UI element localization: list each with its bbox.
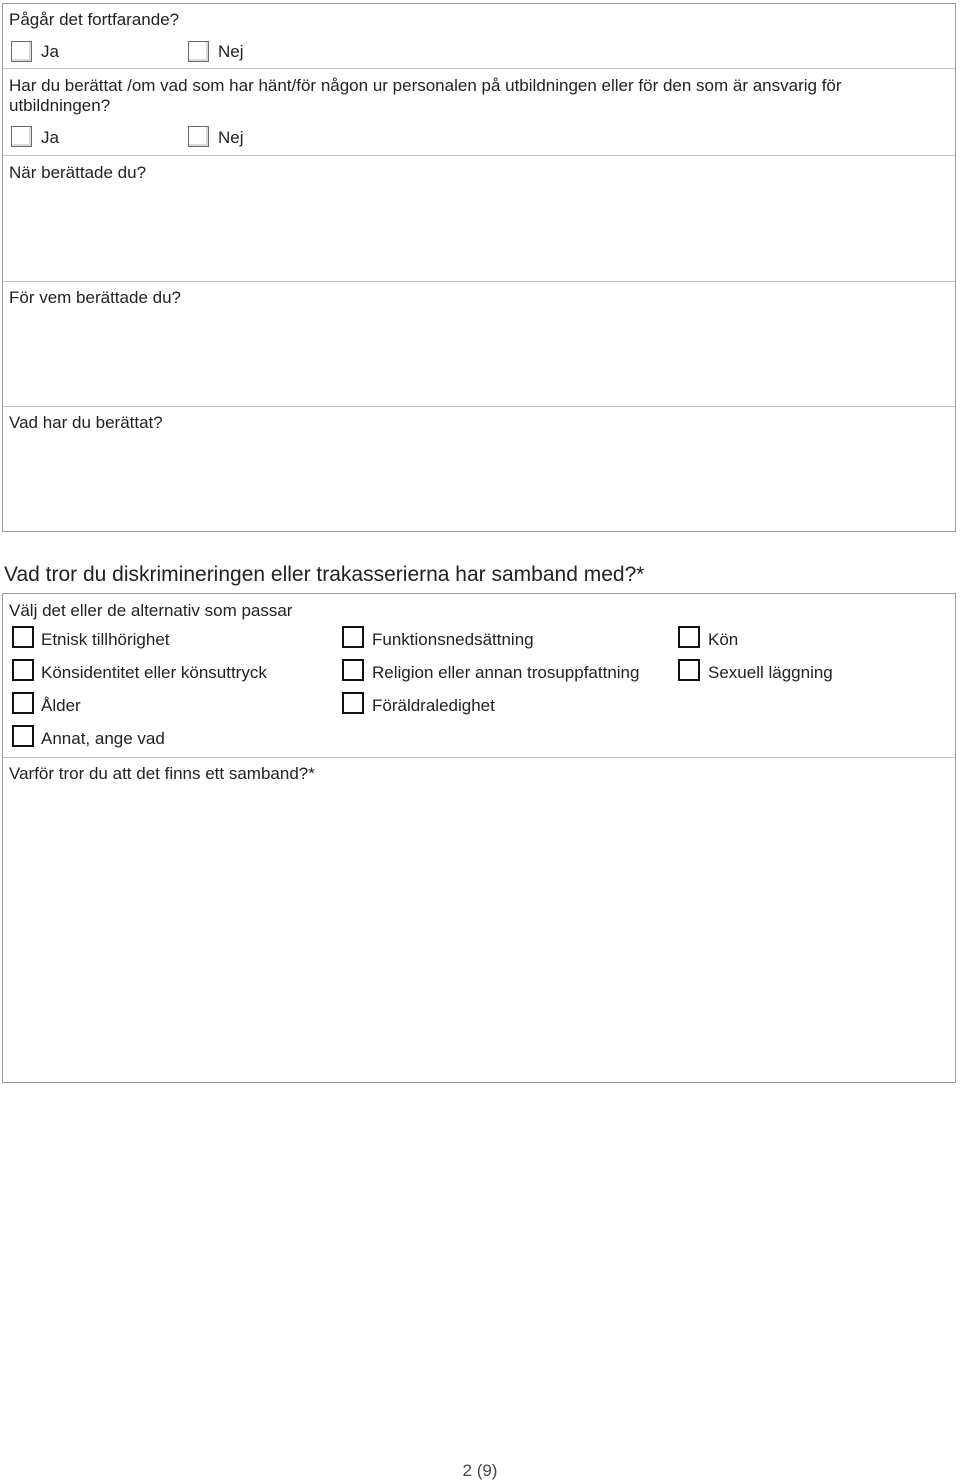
divider xyxy=(3,68,955,69)
option-disability-label: Funktionsnedsättning xyxy=(372,630,534,649)
option-gender-label: Kön xyxy=(708,630,739,649)
ongoing-no-checkbox[interactable] xyxy=(188,41,209,62)
question-told-staff: Har du berättat /om vad som har hänt/för någon ur personalen på utbildningen eller för den som är ansvarig för utbildningen? xyxy=(9,76,842,115)
instruction-text: Välj det eller de alternativ som passar xyxy=(9,601,293,620)
when-told-answer-area[interactable] xyxy=(3,186,955,279)
divider xyxy=(3,155,955,156)
why-connection-answer-area[interactable] xyxy=(3,788,955,1078)
connection-section xyxy=(2,593,956,1083)
option-parental-leave-label: Föräldraledighet xyxy=(372,696,495,715)
divider xyxy=(3,757,955,758)
page-number: 2 (9) xyxy=(462,1461,498,1480)
told-no-label: Nej xyxy=(218,128,244,147)
option-gender-identity-label: Könsidentitet eller könsuttryck xyxy=(41,663,267,682)
question-whom-told: För vem berättade du? xyxy=(9,288,181,307)
what-told-answer-area[interactable] xyxy=(3,436,955,530)
ongoing-yes-label: Ja xyxy=(41,42,59,61)
told-yes-checkbox[interactable] xyxy=(11,126,32,147)
option-other-label: Annat, ange vad xyxy=(41,729,165,748)
option-age-checkbox[interactable] xyxy=(12,692,34,714)
option-religion-label: Religion eller annan trosuppfattning xyxy=(372,663,640,682)
option-parental-leave-checkbox[interactable] xyxy=(342,692,364,714)
option-other-checkbox[interactable] xyxy=(12,725,34,747)
ongoing-yes-checkbox[interactable] xyxy=(11,41,32,62)
divider xyxy=(3,406,955,407)
divider xyxy=(3,281,955,282)
option-religion-checkbox[interactable] xyxy=(342,659,364,681)
reporting-section xyxy=(2,3,956,532)
question-ongoing: Pågår det fortfarande? xyxy=(9,10,180,29)
option-ethnicity-checkbox[interactable] xyxy=(12,626,34,648)
told-yes-label: Ja xyxy=(41,128,59,147)
option-age-label: Ålder xyxy=(41,696,81,715)
option-sexual-orientation-checkbox[interactable] xyxy=(678,659,700,681)
option-gender-checkbox[interactable] xyxy=(678,626,700,648)
option-disability-checkbox[interactable] xyxy=(342,626,364,648)
option-gender-identity-checkbox[interactable] xyxy=(12,659,34,681)
whom-told-answer-area[interactable] xyxy=(3,311,955,404)
told-no-checkbox[interactable] xyxy=(188,126,209,147)
section-heading: Vad tror du diskrimineringen eller trakasserierna har samband med?* xyxy=(4,563,645,586)
question-when-told: När berättade du? xyxy=(9,163,147,182)
option-sexual-orientation-label: Sexuell läggning xyxy=(708,663,833,682)
question-what-told: Vad har du berättat? xyxy=(9,413,163,432)
ongoing-no-label: Nej xyxy=(218,42,244,61)
question-why-connection: Varför tror du att det finns ett samband?* xyxy=(9,764,315,783)
option-ethnicity-label: Etnisk tillhörighet xyxy=(41,630,170,649)
